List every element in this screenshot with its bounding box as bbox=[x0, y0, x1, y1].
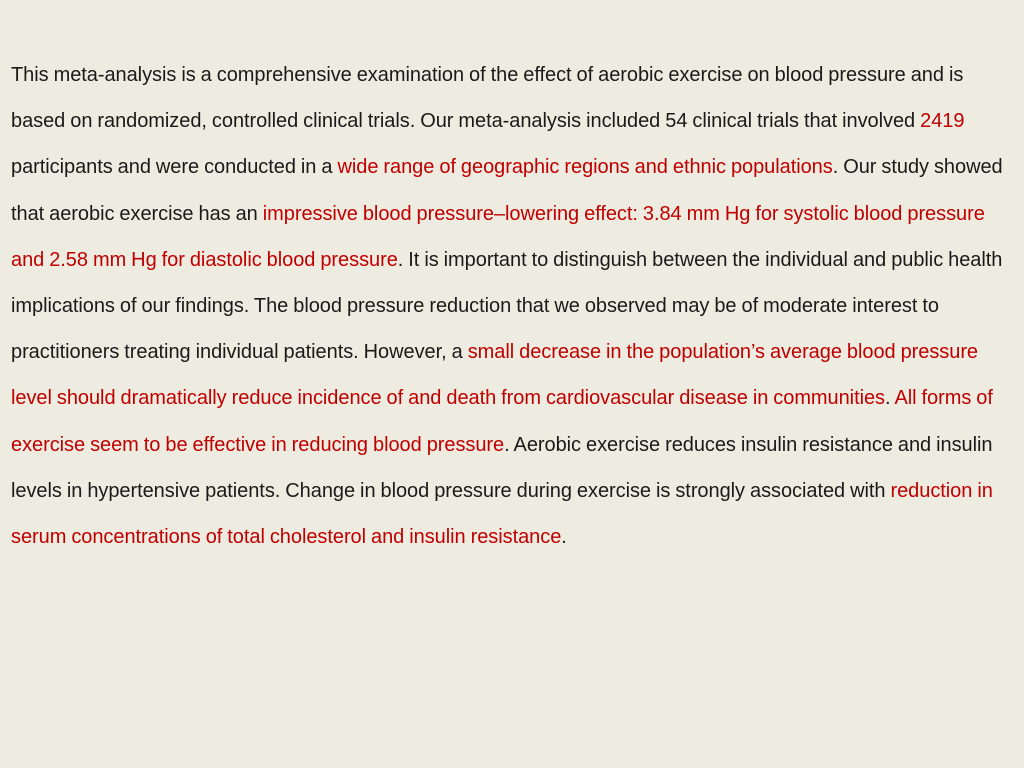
text-segment: This meta-analysis is a comprehensive examination of the effect of aerobic exercise on blood pressure and is based on randomized, controlled clinical trials. Our meta-analysis included 54 clinical trials that involved bbox=[11, 64, 964, 133]
text-segment: . bbox=[885, 387, 895, 410]
text-segment: participants and were conducted in a bbox=[11, 156, 338, 179]
highlight-participants-count: 2419 bbox=[920, 110, 965, 133]
text-segment: . Our study showed that aerobic exercise has an bbox=[11, 156, 1003, 225]
highlight-all-forms-exercise: All forms of exercise seem to be effective in reducing blood pressure bbox=[11, 387, 993, 456]
text-segment: . It is important to distinguish between the individual and public health implications of our findings. The blood pressure reduction that we observed may be of moderate interest to practitioners treating individual patients. However, a bbox=[11, 248, 1003, 364]
body-paragraph bbox=[11, 52, 1014, 560]
text-segment: . bbox=[561, 526, 567, 549]
highlight-population-decrease: small decrease in the population’s average blood pressure level should dramatically reduce incidence of and death from cardiovascular disease in communities bbox=[11, 341, 979, 410]
highlight-bp-lowering-effect: impressive blood pressure–lowering effect: 3.84 mm Hg for systolic blood pressure and 2.58 mm Hg for diastolic blood pressure bbox=[11, 202, 985, 271]
highlight-geographic-range: wide range of geographic regions and ethnic populations bbox=[337, 156, 833, 179]
text-segment: . Aerobic exercise reduces insulin resistance and insulin levels in hypertensive patients. Change in blood pressure during exercise is strongly associated with bbox=[11, 433, 993, 502]
highlight-serum-reduction: reduction in serum concentrations of total cholesterol and insulin resistance bbox=[11, 479, 993, 549]
